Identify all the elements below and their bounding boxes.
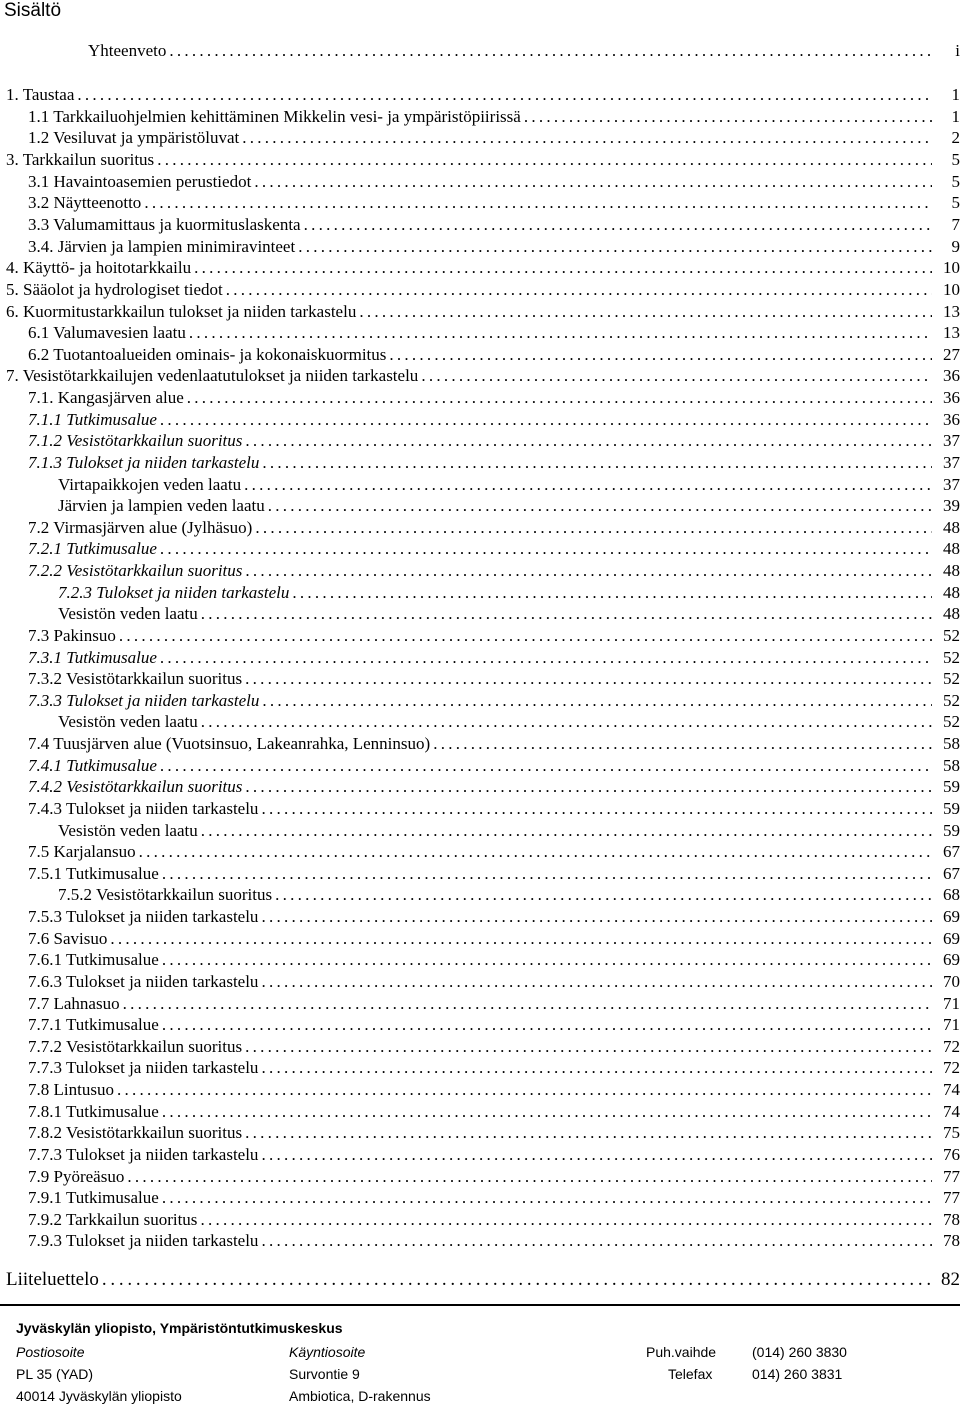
toc-entry-page: 48	[943, 583, 960, 602]
toc-entry[interactable]	[58, 820, 960, 841]
toc-entry-title: 3.3 Valumamittaus ja kuormituslaskenta	[28, 215, 301, 234]
toc-leader-dots	[127, 1166, 932, 1187]
toc-entry[interactable]	[28, 841, 960, 862]
toc-entry[interactable]	[6, 301, 960, 322]
toc-entry[interactable]	[28, 236, 960, 257]
toc-leader-dots	[261, 1144, 932, 1165]
toc-leader-dots	[245, 430, 932, 451]
toc-entry-title: 7.5.2 Vesistötarkkailun suoritus	[58, 885, 273, 904]
toc-entry[interactable]	[28, 625, 960, 646]
toc-entry-page: 52	[943, 669, 960, 688]
toc-entry-title: 4. Käyttö- ja hoitotarkkailu	[6, 258, 192, 277]
toc-entry-page: 58	[943, 756, 960, 775]
toc-entry[interactable]	[28, 755, 960, 776]
toc-entry[interactable]	[28, 1166, 960, 1187]
footer-postal-line1: PL 35 (YAD)	[16, 1366, 94, 1382]
footer-phone-value: (014) 260 3830	[752, 1344, 847, 1360]
toc-entry[interactable]	[58, 884, 960, 905]
toc-leader-dots	[242, 127, 932, 148]
toc-leader-dots	[162, 1014, 932, 1035]
toc-leader-dots	[261, 798, 932, 819]
toc-entry-title: 7.7.1 Tutkimusalue	[28, 1015, 159, 1034]
toc-entry-title: 7.7.3 Tulokset ja niiden tarkastelu	[28, 1145, 259, 1164]
toc-entry-page: 5	[951, 172, 960, 191]
toc-leader-dots	[226, 279, 932, 300]
toc-entry[interactable]	[6, 257, 960, 278]
toc-leader-dots	[261, 906, 932, 927]
toc-entry-title: 5. Sääolot ja hydrologiset tiedot	[6, 280, 223, 299]
toc-entry-page: 5	[951, 193, 960, 212]
toc-entry[interactable]	[28, 949, 960, 970]
toc-leader-dots	[117, 1079, 932, 1100]
toc-entry-page: 1	[951, 107, 960, 126]
toc-entry-title: 7.1. Kangasjärven alue	[28, 388, 184, 407]
toc-entry-title: 3.1 Havaintoasemien perustiedot	[28, 172, 252, 191]
footer-postal-line2: 40014 Jyväskylän yliopisto	[16, 1388, 182, 1404]
toc-leader-dots	[162, 949, 932, 970]
toc-entry-title: Vesistön veden laatu	[58, 821, 198, 840]
toc-leader-dots	[245, 776, 932, 797]
toc-leader-dots	[245, 1036, 932, 1057]
toc-entry-title: 7.4.1 Tutkimusalue	[28, 756, 157, 775]
toc-entry-page: 10	[943, 280, 960, 299]
toc-entry-title: 7.5.3 Tulokset ja niiden tarkastelu	[28, 907, 259, 926]
toc-entry[interactable]	[6, 149, 960, 170]
toc-leader-dots	[304, 214, 932, 235]
toc-leader-dots	[524, 106, 932, 127]
toc-entry-page: 36	[943, 410, 960, 429]
toc-entry[interactable]	[28, 322, 960, 343]
footer-visit-label: Käyntiosoite	[289, 1344, 366, 1360]
toc-entry-page: 67	[943, 864, 960, 883]
toc-entry-page: 37	[943, 453, 960, 472]
toc-entry[interactable]	[28, 733, 960, 754]
toc-leader-dots	[110, 928, 932, 949]
toc-leader-dots	[201, 820, 932, 841]
toc-leader-dots	[255, 517, 932, 538]
toc-leader-dots	[139, 841, 932, 862]
toc-entry-title: 7.3.2 Vesistötarkkailun suoritus	[28, 669, 243, 688]
toc-entry[interactable]	[28, 387, 960, 408]
toc-entry-title: 7.2.3 Tulokset ja niiden tarkastelu	[58, 583, 290, 602]
toc-entry-page: 70	[943, 972, 960, 991]
toc-leader-dots	[157, 149, 932, 170]
toc-appendix-label: Liiteluettelo	[6, 1269, 99, 1290]
toc-entry-page: 74	[943, 1080, 960, 1099]
toc-entry[interactable]	[28, 690, 960, 711]
toc-entry-page: 72	[943, 1037, 960, 1056]
toc-entry-page: 52	[943, 648, 960, 667]
toc-appendix-page: 82	[941, 1269, 960, 1290]
footer-postal-label: Postiosoite	[16, 1344, 85, 1360]
toc-entry-page: 59	[943, 821, 960, 840]
toc-leader-dots	[169, 40, 932, 61]
toc-entry[interactable]	[28, 647, 960, 668]
toc-entry[interactable]	[28, 906, 960, 927]
toc-leader-dots	[421, 365, 932, 386]
toc-entry[interactable]	[28, 1057, 960, 1078]
toc-entry-title: 7.6.3 Tulokset ja niiden tarkastelu	[28, 972, 259, 991]
toc-leader-dots	[77, 84, 932, 105]
toc-entry-title: 7.6 Savisuo	[28, 929, 108, 948]
toc-entry-page: 9	[951, 237, 960, 256]
toc-entry-page: 74	[943, 1102, 960, 1121]
toc-entry[interactable]	[28, 430, 960, 451]
toc-leader-dots	[275, 884, 932, 905]
toc-entry-title: 6.1 Valumavesien laatu	[28, 323, 186, 342]
toc-entry[interactable]	[28, 452, 960, 473]
footer-fax-label: Telefax	[668, 1366, 713, 1382]
toc-entry-page: 2	[951, 128, 960, 147]
toc-leader-dots	[189, 322, 932, 343]
toc-entry-title: 7.1.1 Tutkimusalue	[28, 410, 157, 429]
toc-entry[interactable]	[28, 1209, 960, 1230]
toc-entry-page: 48	[943, 539, 960, 558]
toc-entry-title: 1.1 Tarkkailuohjelmien kehittäminen Mikkelin vesi- ja ympäristöpiirissä	[28, 107, 521, 126]
toc-leader-dots	[262, 690, 932, 711]
toc-leader-dots	[160, 647, 932, 668]
footer-organization: Jyväskylän yliopisto, Ympäristöntutkimuskeskus	[16, 1320, 343, 1336]
toc-entry[interactable]	[28, 1144, 960, 1165]
toc-entry-title: 7.5 Karjalansuo	[28, 842, 136, 861]
toc-entry-page: 13	[943, 302, 960, 321]
toc-entry-title: 7.6.1 Tutkimusalue	[28, 950, 159, 969]
toc-entry-page: 67	[943, 842, 960, 861]
toc-leader-dots	[359, 301, 932, 322]
toc-leader-dots	[268, 495, 932, 516]
toc-entry[interactable]	[28, 928, 960, 949]
footer-visit-line1: Survontie 9	[289, 1366, 360, 1382]
toc-entry-page: 39	[943, 496, 960, 515]
toc-entry[interactable]	[6, 365, 960, 386]
toc-leader-dots	[261, 971, 932, 992]
toc-entry[interactable]	[28, 798, 960, 819]
toc-entry-title: 6. Kuormitustarkkailun tulokset ja niiden tarkastelu	[6, 302, 357, 321]
toc-leader-dots	[245, 560, 932, 581]
toc-leader-dots	[244, 474, 932, 495]
toc-entry[interactable]	[28, 171, 960, 192]
toc-leader-dots	[162, 1187, 932, 1208]
toc-entry[interactable]	[58, 603, 960, 624]
toc-entry[interactable]	[58, 474, 960, 495]
toc-entry[interactable]	[28, 776, 960, 797]
toc-entry-page: 69	[943, 950, 960, 969]
toc-entry[interactable]	[28, 1122, 960, 1143]
toc-entry-page: 10	[943, 258, 960, 277]
toc-entry-title: 7.9.3 Tulokset ja niiden tarkastelu	[28, 1231, 259, 1250]
toc-entry-page: 69	[943, 907, 960, 926]
toc-entry[interactable]	[28, 517, 960, 538]
toc-leader-dots	[200, 1209, 932, 1230]
toc-entry[interactable]	[28, 538, 960, 559]
toc-entry-page: i	[955, 41, 960, 60]
toc-leader-dots	[389, 344, 932, 365]
toc-entry-title: 1. Taustaa	[6, 85, 75, 104]
toc-entry-page: 68	[943, 885, 960, 904]
toc-entry-title: 7.3 Pakinsuo	[28, 626, 116, 645]
toc-entry-page: 7	[951, 215, 960, 234]
toc-entry[interactable]	[58, 495, 960, 516]
footer-fax-value: 014) 260 3831	[752, 1366, 843, 1382]
toc-entry-page: 13	[943, 323, 960, 342]
footer-phone-label: Puh.vaihde	[646, 1344, 717, 1360]
toc-entry[interactable]	[28, 971, 960, 992]
toc-entry-page: 52	[943, 626, 960, 645]
toc-entry-page: 59	[943, 777, 960, 796]
toc-entry-title: 7.2.2 Vesistötarkkailun suoritus	[28, 561, 243, 580]
toc-leader-dots	[292, 582, 932, 603]
toc-leader-dots	[102, 1268, 932, 1292]
toc-leader-dots	[119, 625, 932, 646]
toc-leader-dots	[194, 257, 932, 278]
toc-entry-page: 5	[951, 150, 960, 169]
toc-leader-dots	[433, 733, 932, 754]
toc-entry-page: 37	[943, 475, 960, 494]
toc-entry-page: 72	[943, 1058, 960, 1077]
toc-leader-dots	[245, 668, 932, 689]
toc-entry-title: 3. Tarkkailun suoritus	[6, 150, 155, 169]
toc-entry-title: 7.2.1 Tutkimusalue	[28, 539, 157, 558]
toc-entry-page: 48	[943, 604, 960, 623]
toc-entry-title: Virtapaikkojen veden laatu	[58, 475, 242, 494]
toc-entry-page: 76	[943, 1145, 960, 1164]
toc-entry-title: 7.4.2 Vesistötarkkailun suoritus	[28, 777, 243, 796]
toc-entry-title: 3.4. Järvien ja lampien minimiravinteet	[28, 237, 296, 256]
footer-divider	[0, 1304, 960, 1306]
toc-entry-page: 27	[943, 345, 960, 364]
toc-entry-page: 1	[951, 85, 960, 104]
toc-entry[interactable]	[28, 1079, 960, 1100]
toc-entry[interactable]	[28, 409, 960, 430]
toc-entry-title: 7.1.3 Tulokset ja niiden tarkastelu	[28, 453, 260, 472]
toc-entry-page: 59	[943, 799, 960, 818]
toc-entry-title: 1.2 Vesiluvat ja ympäristöluvat	[28, 128, 240, 147]
toc-entry[interactable]	[28, 1230, 960, 1251]
toc-leader-dots	[298, 236, 932, 257]
toc-entry-page: 71	[943, 1015, 960, 1034]
toc-entry[interactable]	[88, 40, 960, 61]
toc-entry-title: 7.9.1 Tutkimusalue	[28, 1188, 159, 1207]
toc-entry-page: 52	[943, 691, 960, 710]
toc-leader-dots	[261, 1230, 932, 1251]
toc-entry-page: 69	[943, 929, 960, 948]
toc-entry-title: 7.9 Pyöreäsuo	[28, 1167, 125, 1186]
toc-entry-page: 75	[943, 1123, 960, 1142]
toc-entry[interactable]	[58, 711, 960, 732]
toc-entry-page: 77	[943, 1188, 960, 1207]
toc-entry[interactable]	[28, 192, 960, 213]
toc-leader-dots	[187, 387, 932, 408]
toc-entry[interactable]	[28, 127, 960, 148]
toc-entry[interactable]	[28, 1101, 960, 1122]
toc-entry-title: 7.5.1 Tutkimusalue	[28, 864, 159, 883]
toc-leader-dots	[262, 452, 932, 473]
toc-leader-dots	[261, 1057, 932, 1078]
toc-entry-page: 58	[943, 734, 960, 753]
toc-entry-title: 7. Vesistötarkkailujen vedenlaatutulokset ja niiden tarkastelu	[6, 366, 419, 385]
toc-entry-title: 3.2 Näytteenotto	[28, 193, 142, 212]
toc-entry-title: 7.7 Lahnasuo	[28, 994, 120, 1013]
toc-leader-dots	[162, 1101, 932, 1122]
toc-entry[interactable]	[28, 106, 960, 127]
toc-leader-dots	[123, 993, 932, 1014]
toc-entry[interactable]	[28, 560, 960, 581]
toc-entry-title: 7.4.3 Tulokset ja niiden tarkastelu	[28, 799, 259, 818]
toc-leader-dots	[160, 538, 932, 559]
toc-entry[interactable]	[6, 84, 960, 105]
toc-entry[interactable]	[28, 1036, 960, 1057]
toc-entry-title: Järvien ja lampien veden laatu	[58, 496, 265, 515]
toc-entry-page: 78	[943, 1231, 960, 1250]
toc-entry-title: 6.2 Tuotantoalueiden ominais- ja kokonaiskuormitus	[28, 345, 387, 364]
footer-visit-line2: Ambiotica, D-rakennus	[289, 1388, 431, 1404]
toc-entry-page: 52	[943, 712, 960, 731]
toc-entry-title: 7.8.2 Vesistötarkkailun suoritus	[28, 1123, 243, 1142]
toc-entry-page: 48	[943, 561, 960, 580]
toc-entry-title: 7.8.1 Tutkimusalue	[28, 1102, 159, 1121]
page-title: Sisältö	[4, 0, 62, 21]
toc-entry-page: 37	[943, 431, 960, 450]
toc-entry[interactable]	[28, 1014, 960, 1035]
toc-entry-title: 7.3.1 Tutkimusalue	[28, 648, 157, 667]
toc-entry[interactable]	[28, 1187, 960, 1208]
toc-entry-page: 77	[943, 1167, 960, 1186]
toc-leader-dots	[201, 711, 932, 732]
toc-entry-page: 48	[943, 518, 960, 537]
toc-entry[interactable]	[28, 214, 960, 235]
toc-leader-dots	[160, 409, 932, 430]
toc-entry-title: 7.8 Lintusuo	[28, 1080, 114, 1099]
toc-entry-title: 7.2 Virmasjärven alue (Jylhäsuo)	[28, 518, 253, 537]
toc-leader-dots	[254, 171, 932, 192]
toc-entry[interactable]	[28, 863, 960, 884]
toc-entry[interactable]	[28, 668, 960, 689]
toc-entry-page: 78	[943, 1210, 960, 1229]
toc-appendix-row[interactable]	[6, 1268, 960, 1292]
toc-leader-dots	[201, 603, 932, 624]
toc-leader-dots	[245, 1122, 932, 1143]
toc-entry-title: 7.9.2 Tarkkailun suoritus	[28, 1210, 198, 1229]
toc-entry-page: 36	[943, 388, 960, 407]
toc-entry-title: 7.3.3 Tulokset ja niiden tarkastelu	[28, 691, 260, 710]
toc-leader-dots	[162, 863, 932, 884]
toc-leader-dots	[160, 755, 932, 776]
toc-entry-title: Vesistön veden laatu	[58, 712, 198, 731]
toc-entry[interactable]	[28, 993, 960, 1014]
toc-entry-page: 71	[943, 994, 960, 1013]
toc-entry-title: 7.7.2 Vesistötarkkailun suoritus	[28, 1037, 243, 1056]
toc-entry-page: 36	[943, 366, 960, 385]
toc-leader-dots	[144, 192, 932, 213]
toc-entry-title: Yhteenveto	[88, 41, 167, 60]
toc-entry-title: 7.1.2 Vesistötarkkailun suoritus	[28, 431, 243, 450]
toc-entry-title: 7.7.3 Tulokset ja niiden tarkastelu	[28, 1058, 259, 1077]
toc-entry-title: 7.4 Tuusjärven alue (Vuotsinsuo, Lakeanrahka, Lenninsuo)	[28, 734, 431, 753]
toc-entry[interactable]	[58, 582, 960, 603]
toc-entry-title: Vesistön veden laatu	[58, 604, 198, 623]
toc-entry[interactable]	[28, 344, 960, 365]
toc-entry[interactable]	[6, 279, 960, 300]
